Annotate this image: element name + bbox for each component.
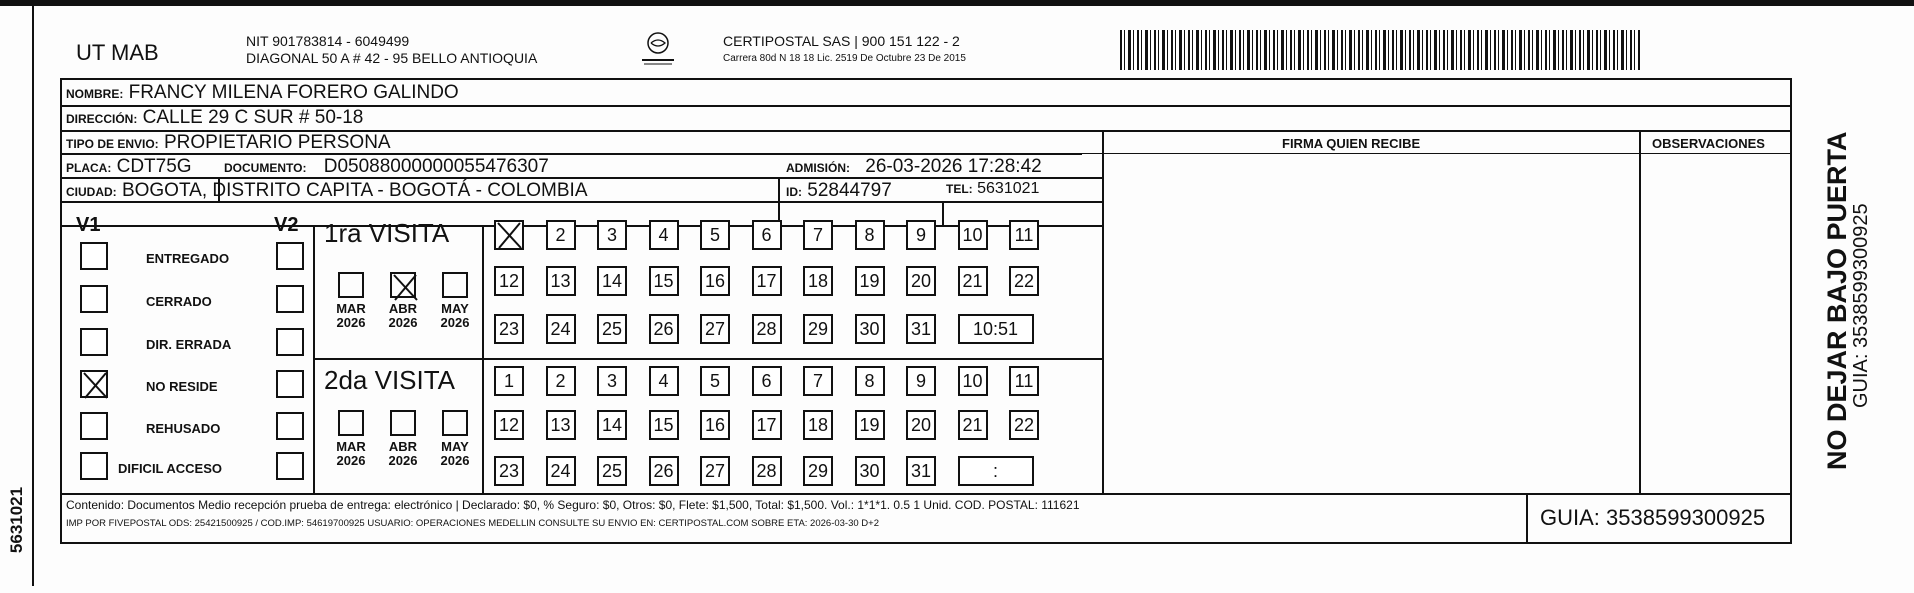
month-label	[435, 302, 475, 330]
month-checkbox[interactable]	[390, 410, 416, 436]
ciudad-value: BOGOTA, DISTRITO CAPITA - BOGOTÁ - COLOMBIA	[121, 180, 588, 201]
v1-checkbox[interactable]	[80, 285, 108, 313]
day-box[interactable]: 4	[649, 220, 679, 250]
month-name: MAR	[336, 439, 366, 454]
v2-checkbox[interactable]	[276, 370, 304, 398]
day-box[interactable]: 1	[494, 366, 524, 396]
company-nit: NIT 901783814 - 6049499	[246, 33, 410, 49]
id-value: 52844797	[807, 180, 892, 201]
day-box[interactable]: 10	[958, 366, 988, 396]
day-box[interactable]: 27	[700, 314, 730, 344]
status-label: DIFICIL ACCESO	[118, 461, 223, 476]
top-border	[0, 0, 1914, 6]
month-checkbox[interactable]	[442, 272, 468, 298]
status-label: DIR. ERRADA	[146, 337, 232, 352]
day-box[interactable]: 8	[855, 220, 885, 250]
month-label	[435, 440, 475, 468]
certipostal-logo-icon	[636, 30, 680, 70]
tel-value: 5631021	[977, 180, 1040, 197]
month-label	[331, 302, 371, 330]
delivery-form	[60, 78, 1792, 544]
v1-checkbox[interactable]	[80, 412, 108, 440]
no-dejar-text: NO DEJAR BAJO PUERTA	[1822, 131, 1852, 470]
documento-label: DOCUMENTO:	[224, 161, 307, 175]
month-checkbox[interactable]	[442, 410, 468, 436]
carrier-info	[723, 33, 966, 67]
v2-checkbox[interactable]	[276, 285, 304, 313]
direccion-value: CALLE 29 C SUR # 50-18	[142, 107, 364, 128]
v2-checkbox[interactable]	[276, 412, 304, 440]
month-checkbox[interactable]	[338, 272, 364, 298]
day-box[interactable]: 11	[1009, 220, 1039, 250]
day-box[interactable]: 12	[494, 266, 524, 296]
visit-time[interactable]: :	[958, 456, 1034, 486]
month-name: ABR	[388, 301, 418, 316]
day-box[interactable]: 26	[649, 314, 679, 344]
v2-checkbox[interactable]	[276, 242, 304, 270]
day-box[interactable]: 24	[546, 456, 576, 486]
v2-label: V2	[274, 214, 299, 236]
month-checkbox[interactable]	[390, 272, 416, 298]
day-box[interactable]: 15	[649, 410, 679, 440]
visit-time[interactable]: 10:51	[958, 314, 1034, 344]
day-box[interactable]: 16	[700, 266, 730, 296]
footer-guia: GUIA: 3538599300925	[1540, 505, 1766, 530]
day-box[interactable]: 23	[494, 456, 524, 486]
day-box[interactable]: 29	[803, 456, 833, 486]
admision-value: 26-03-2026 17:28:42	[865, 156, 1042, 177]
status-label: ENTREGADO	[146, 251, 230, 266]
day-box[interactable]: 8	[855, 366, 885, 396]
month-checkbox[interactable]	[338, 410, 364, 436]
day-box[interactable]: 4	[649, 366, 679, 396]
footer-print-info: IMP POR FIVEPOSTAL ODS: 25421500925 / COD.IMP: 54619700925 USUARIO: OPERACIONES MEDELLIN CONSULTE SU ENVIO EN: CERTIPOSTAL.COM SOBRE ETA: 2026-03-30 D+2	[66, 518, 879, 529]
admision-label: ADMISIÓN:	[786, 161, 850, 175]
month-year: 2026	[388, 315, 418, 330]
day-box[interactable]: 30	[855, 456, 885, 486]
month-year: 2026	[440, 453, 470, 468]
id-row	[786, 180, 892, 202]
day-box[interactable]: 25	[597, 456, 627, 486]
day-box[interactable]: 16	[700, 410, 730, 440]
month-year: 2026	[336, 315, 366, 330]
day-box[interactable]: 22	[1009, 410, 1039, 440]
observaciones-header: OBSERVACIONES	[1652, 136, 1765, 151]
day-box[interactable]: 25	[597, 314, 627, 344]
day-box[interactable]: 29	[803, 314, 833, 344]
month-label	[383, 302, 423, 330]
day-box[interactable]: 18	[803, 266, 833, 296]
day-box[interactable]: 31	[906, 456, 936, 486]
nombre-value: FRANCY MILENA FORERO GALINDO	[128, 82, 459, 103]
day-box[interactable]: 10	[958, 220, 988, 250]
day-box[interactable]: 9	[906, 220, 936, 250]
month-label	[383, 440, 423, 468]
day-box[interactable]: 18	[803, 410, 833, 440]
carrier-address: Carrera 80d N 18 18 Lic. 2519 De Octubre 23 De 2015	[723, 53, 966, 64]
tel-row	[946, 180, 1039, 198]
day-box[interactable]: 7	[803, 366, 833, 396]
day-box[interactable]: 19	[855, 266, 885, 296]
placa-label: PLACA:	[66, 161, 112, 175]
v1-checkbox[interactable]	[80, 242, 108, 270]
visit1-title: 1ra VISITA	[324, 218, 450, 248]
v2-checkbox[interactable]	[276, 452, 304, 480]
id-label: ID:	[786, 185, 802, 199]
direccion-row	[66, 107, 363, 129]
footer-content: Contenido: Documentos Medio recepción prueba de entrega: electrónico | Declarado: $0, % Seguro: $0, Otros: $0, Flete: $1,500, Total: $1,500. Vol.: 1*1*1. 0.5 1 Unid. COD. POSTAL: 111621	[66, 498, 1080, 512]
nombre-label: NOMBRE:	[66, 87, 124, 101]
tipo-label: TIPO DE ENVIO:	[66, 137, 159, 151]
day-box[interactable]: 2	[546, 366, 576, 396]
day-box[interactable]: 14	[597, 266, 627, 296]
day-box[interactable]: 24	[546, 314, 576, 344]
month-label	[331, 440, 371, 468]
day-box[interactable]: 31	[906, 314, 936, 344]
day-box[interactable]: 21	[958, 410, 988, 440]
day-box[interactable]: 27	[700, 456, 730, 486]
v1-checkbox[interactable]	[80, 370, 108, 398]
tipo-value: PROPIETARIO PERSONA	[163, 132, 391, 153]
day-box[interactable]: 12	[494, 410, 524, 440]
day-box[interactable]: 6	[752, 366, 782, 396]
nombre-row	[66, 82, 459, 104]
day-box[interactable]: 19	[855, 410, 885, 440]
placa-value: CDT75G	[116, 156, 192, 177]
company-name: UT MAB	[76, 40, 159, 65]
v1-label: V1	[76, 214, 101, 236]
day-box[interactable]: 22	[1009, 266, 1039, 296]
firma-header: FIRMA QUIEN RECIBE	[1282, 136, 1421, 151]
day-box[interactable]: 20	[906, 266, 936, 296]
month-name: MAR	[336, 301, 366, 316]
day-box[interactable]: 3	[597, 220, 627, 250]
company-address: DIAGONAL 50 A # 42 - 95 BELLO ANTIOQUIA	[246, 50, 538, 66]
day-box[interactable]: 2	[546, 220, 576, 250]
month-name: ABR	[388, 439, 418, 454]
day-box[interactable]: 3	[597, 366, 627, 396]
day-box[interactable]: 9	[906, 366, 936, 396]
carrier-name: CERTIPOSTAL SAS | 900 151 122 - 2	[723, 33, 960, 49]
company-info	[246, 33, 537, 67]
status-label: NO RESIDE	[146, 379, 218, 394]
tel-label: TEL:	[946, 182, 973, 196]
ciudad-row	[66, 180, 588, 202]
status-label: CERRADO	[146, 294, 212, 309]
month-name: MAY	[441, 439, 469, 454]
day-box[interactable]: 11	[1009, 366, 1039, 396]
month-year: 2026	[336, 453, 366, 468]
side-guia-text: GUIA: 3538599300925	[1850, 203, 1872, 408]
day-box[interactable]: 5	[700, 220, 730, 250]
tipo-row	[66, 132, 391, 154]
day-box[interactable]: 17	[752, 410, 782, 440]
day-box[interactable]: 20	[906, 410, 936, 440]
day-box[interactable]: 15	[649, 266, 679, 296]
day-box[interactable]: 17	[752, 266, 782, 296]
visit2-title: 2da VISITA	[324, 365, 456, 395]
month-name: MAY	[441, 301, 469, 316]
day-box[interactable]	[494, 220, 524, 250]
placa-row	[66, 156, 192, 178]
day-box[interactable]: 7	[803, 220, 833, 250]
barcode	[1120, 30, 1640, 70]
ciudad-label: CIUDAD:	[66, 185, 117, 199]
v1-checkbox[interactable]	[80, 452, 108, 480]
admision-row	[786, 156, 1042, 178]
day-box[interactable]: 26	[649, 456, 679, 486]
documento-value: D05088000000055476307	[323, 156, 549, 177]
documento-row	[224, 156, 549, 178]
day-box[interactable]: 5	[700, 366, 730, 396]
day-box[interactable]: 6	[752, 220, 782, 250]
day-box[interactable]: 21	[958, 266, 988, 296]
direccion-label: DIRECCIÓN:	[66, 112, 138, 126]
month-year: 2026	[388, 453, 418, 468]
day-box[interactable]: 13	[546, 266, 576, 296]
month-year: 2026	[440, 315, 470, 330]
day-box[interactable]: 28	[752, 456, 782, 486]
day-box[interactable]: 23	[494, 314, 524, 344]
day-box[interactable]: 30	[855, 314, 885, 344]
day-box[interactable]: 14	[597, 410, 627, 440]
side-phone-number: 5631021	[7, 486, 26, 554]
day-box[interactable]: 13	[546, 410, 576, 440]
v1-checkbox[interactable]	[80, 328, 108, 356]
status-label: REHUSADO	[146, 421, 221, 436]
v2-checkbox[interactable]	[276, 328, 304, 356]
day-box[interactable]: 28	[752, 314, 782, 344]
